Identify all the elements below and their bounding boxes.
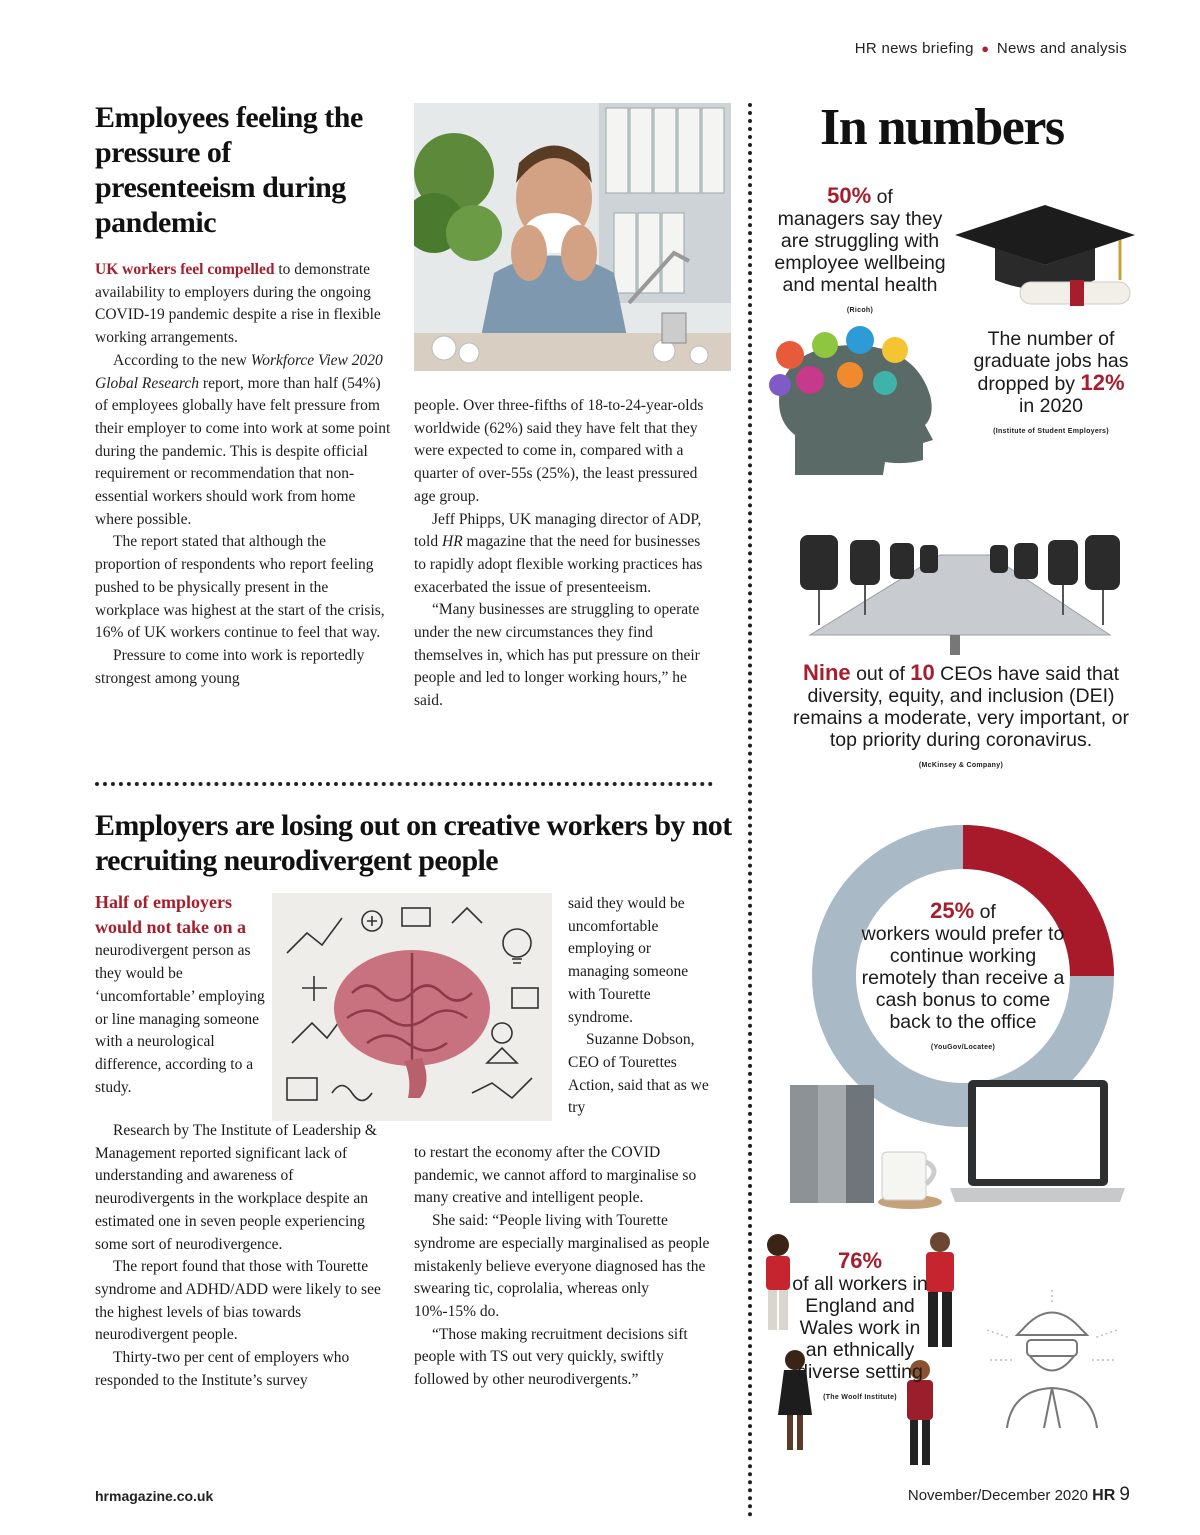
footer-page-info [908, 1484, 1130, 1506]
article2-title: Employers are losing out on creative workers by not recruiting neurodivergent people [95, 809, 732, 877]
page-number: 9 [1119, 1484, 1130, 1505]
article1-column1 [95, 259, 395, 690]
stat-text: workers would prefer to continue working remotely than receive a cash bonus to come back to the office [861, 923, 1065, 1033]
stat-value: 76% [837, 1248, 883, 1273]
footer-site-link[interactable]: hrmagazine.co.uk [95, 1488, 214, 1504]
article1-lead-text: to demonstrate availability to employers during the ongoing COVID-19 pandemic despite a rise in flexible working arrangements. [95, 261, 381, 347]
head-crumpled-paper-icon [765, 325, 965, 475]
brain-doodles-photo [272, 893, 552, 1121]
vertical-divider [748, 103, 752, 1518]
article1-text: Jeff Phipps, UK managing director of ADP, told [414, 510, 702, 551]
stat-remote-working [853, 900, 1073, 1059]
article1-text: According to the new [113, 351, 251, 369]
article2-lead-highlight: Half of employers would not take on a [95, 892, 247, 937]
stat-value: 12% [1080, 370, 1125, 395]
stat-ethnically-diverse [790, 1250, 930, 1409]
boardroom-table-icon [790, 515, 1120, 655]
article2-column1 [95, 1120, 395, 1392]
stat-value: 50% [827, 183, 872, 208]
article1-paragraph: The report stated that although the proportion of respondents who report feeling pushed to be physically present in the workplace was highest at the start of the crisis, 16% of UK workers continue to feel that way. [95, 533, 385, 642]
stat-text: in 2020 [1019, 395, 1083, 417]
article2-paragraph: said they would be uncomfortable employing or managing someone with Tourette syndrome. [568, 895, 689, 1026]
stat-ceo-dei [790, 662, 1132, 777]
stat-source: (YouGov/Locatee) [930, 1044, 996, 1051]
article1-text: magazine that the need for businesses to rapidly adopt flexible working practices has exacerbated the issue of presenteeism. [414, 533, 703, 596]
stat-text: The number of graduate jobs has dropped by [973, 328, 1129, 395]
bullet-icon: ● [981, 41, 990, 56]
stat-value: Nine [802, 660, 851, 685]
person-figure [766, 1234, 790, 1330]
stat-value: 10 [910, 660, 935, 685]
article2-column3 [568, 893, 714, 1120]
stat-text: of all workers in England and Wales work in an ethnically diverse setting [792, 1273, 928, 1383]
stat-text: of [974, 901, 996, 923]
article2-column2 [414, 1142, 714, 1392]
magazine-logo: HR [1092, 1487, 1116, 1504]
article1-paragraph: people. Over three-fifths of 18-to-24-year-olds worldwide (62%) said they have felt that they were expected to come in, compared with a quarter of over-55s (25%), the least pressured age group. [414, 397, 704, 505]
article1-paragraph [95, 350, 395, 532]
stat-graduate-jobs [970, 328, 1132, 443]
subsection-label: News and analysis [996, 40, 1127, 57]
article2-paragraph: She said: “People living with Tourette syndrome are especially marginalised as people mistakenly believe everyone diagnosed has the swearing tic, coprolalia, whereas only 10%-15% do. [414, 1212, 710, 1320]
magazine-name: HR [442, 533, 463, 551]
article2-paragraph: Suzanne Dobson, CEO of Tourettes Action, said that as we try [568, 1031, 709, 1117]
report-title: Workforce View 2020 Global Research [95, 351, 383, 392]
article1-lead-paragraph [95, 259, 395, 350]
stat-text: of [871, 186, 893, 208]
engineer-outline-icon [982, 1290, 1122, 1430]
article1-title: Employees feeling the pressure of presenteeism during pandemic [95, 101, 363, 239]
issue-date: November/December 2020 [907, 1487, 1088, 1504]
stat-managers-wellbeing [762, 185, 958, 322]
stat-text: CEOs have said that diversity, equity, and inclusion (DEI) remains a moderate, very important, or top priority during coronavirus. [793, 663, 1129, 751]
article1-text: report, more than half (54%) of employees globally have felt pressure from their employer to come into work at some point during the pandemic. This is despite official requirement or recommendation that non-essential workers should work from home where possible. [95, 374, 391, 528]
article1-paragraph: Pressure to come into work is reportedly strongest among young [95, 646, 365, 687]
article2-paragraph: to restart the economy after the COVID pandemic, we cannot afford to marginalise so many creative and intelligent people. [414, 1144, 697, 1207]
stat-text: managers say they are struggling with employee wellbeing and mental health [774, 208, 946, 296]
graduation-cap-icon [950, 200, 1140, 320]
stat-value: 25% [930, 898, 975, 923]
stat-text: out of [850, 663, 911, 685]
article2-paragraph: Research by The Institute of Leadership & Management reported significant lack of understanding and awareness of neurodivergents in the workplace despite an estimated one in seven people experiencing some sort of neurodivergence. [95, 1122, 377, 1253]
article1-paragraph: “Many businesses are struggling to operate under the new circumstances they find themselves in, which has put pressure on their people and led to longer working hours,” he said. [414, 601, 700, 710]
article2-paragraph: The report found that those with Tourette syndrome and ADHD/ADD were likely to see the highest levels of bias towards neurodivergent people. [95, 1258, 381, 1344]
section-label: HR news briefing [854, 40, 974, 57]
stat-source: (McKinsey & Company) [918, 762, 1004, 769]
horizontal-divider [95, 782, 713, 786]
stat-source: (The Woolf Institute) [823, 1394, 897, 1401]
article2-paragraph: “Those making recruitment decisions sift people with TS out very quickly, swiftly followed by other neurodivergents.” [414, 1325, 688, 1389]
article2-paragraph: Thirty-two per cent of employers who responded to the Institute’s survey [95, 1349, 350, 1389]
page-header [855, 40, 1127, 57]
laptop-books-mug-icon [790, 1080, 1125, 1210]
article2-lead-text: neurodivergent person as they would be ‘uncomfortable’ employing or line managing someone with a neurological difference, according to a study. [95, 942, 265, 1096]
article1-lead-highlight: UK workers feel compelled [95, 261, 275, 278]
article1-column2 [414, 395, 714, 713]
article2-lead-paragraph [95, 891, 267, 1099]
stat-source: (Institute of Student Employers) [993, 428, 1109, 435]
sick-worker-photo [414, 103, 731, 371]
article1-paragraph [414, 509, 714, 600]
stat-source: (Ricoh) [846, 307, 874, 314]
in-numbers-title: In numbers [820, 99, 1064, 156]
